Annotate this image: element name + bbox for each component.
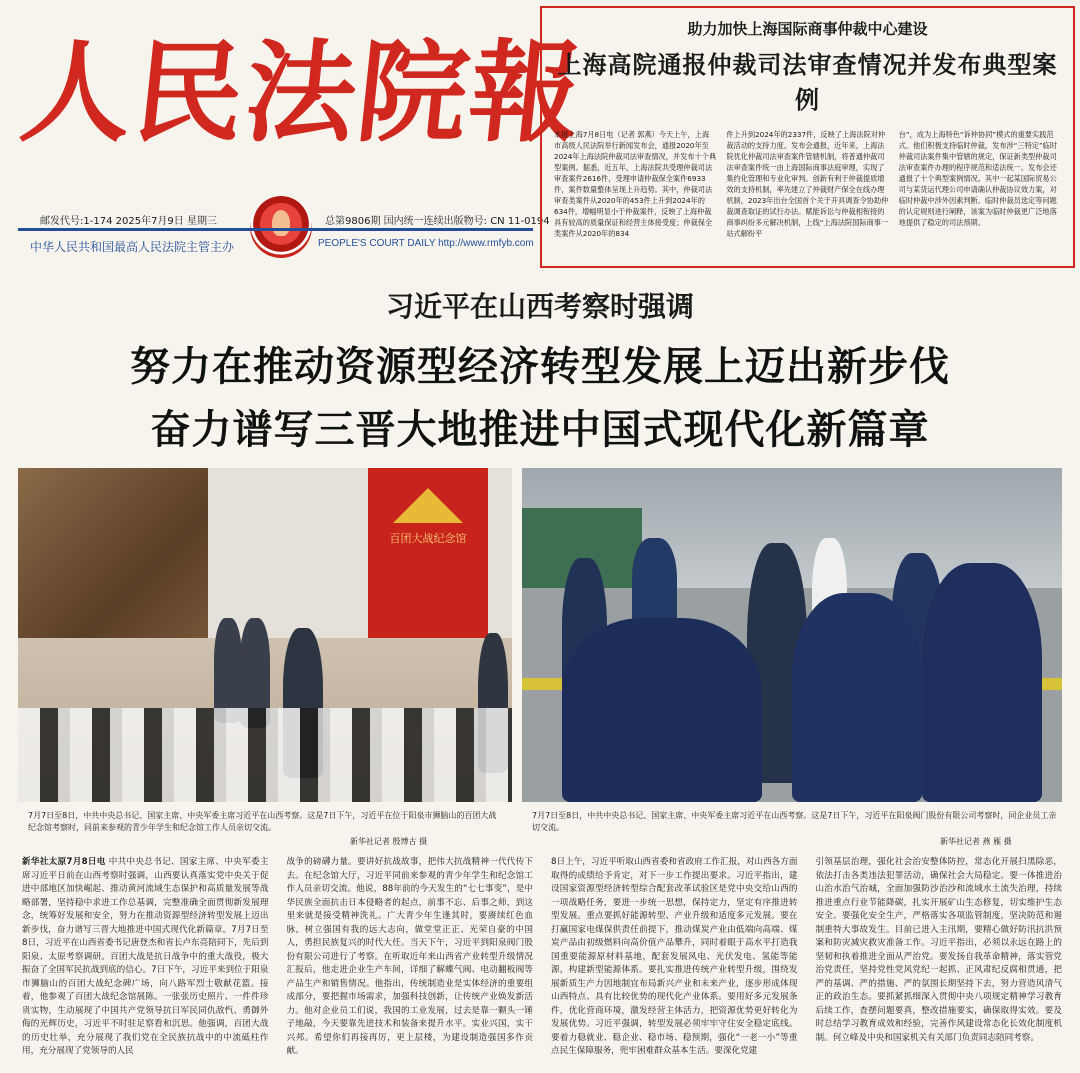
article-column	[22, 856, 269, 1068]
featured-column: 本报上海7月8日电（记者 郭燕）今天上午，上海市高级人民法院举行新闻发布会，通报2020年至2024年上海法院仲裁司法审查情况，并发布十个典型案例。据悉，近五年，上海法院共受理仲裁司法审查案件2616件，受理申请仲裁保全案件6933件，案件数量整体呈现上升趋势。其中，仲裁司法审查类案件从2020年的453件上升到2024年的634件，增幅明显小于仲裁案件，反映了上海仲裁具有较高的质量保证和经营主体接受度；仲裁保全类案件从2020年的834	[554, 130, 717, 238]
lead-headline-1[interactable]: 努力在推动资源型经济转型发展上迈出新步伐	[130, 344, 950, 390]
photo-memorial-hall[interactable]	[18, 468, 512, 802]
photo-valve-factory[interactable]	[522, 468, 1062, 802]
masthead-divider	[18, 228, 533, 231]
issue-weekday: 星期三	[187, 216, 217, 227]
masthead-english	[318, 238, 534, 249]
website-link[interactable]: http://www.rmfyb.com	[438, 238, 534, 249]
newspaper-logo[interactable]: 人民法院報	[15, 28, 589, 157]
featured-column: 件上升到2024年的2337件，反映了上海法院对仲裁活动的支持力度。发布会通报，近年来，上海法院优化仲裁司法审查案件管辖机制，将普通仲裁司法审查案件统一由上海国际商事法庭审理，实现了集约化管理和专业化审判。创新有利于仲裁提质增效的支持机制，率先建立了仲裁财产保全在线办理机制，2023年出台全国首个关于开具调查令协助仲裁调查取证的试行办法。赋能诉讼与仲裁相衔接的商事纠纷多元解决机制，上线“上海法院国际商事一站式解纷平	[726, 130, 889, 238]
article-dateline: 新华社太原7月8日电	[22, 857, 106, 867]
photo-credit-2: 新华社记者 燕 雁 摄	[940, 837, 1012, 846]
article-text: 中共中央总书记、国家主席、中央军委主席习近平日前在山西考察时强调，山西要认真落实党中央关于促进中部地区加快崛起、推动黄河流域生态保护和高质量发展等战略部署，坚持稳中求进工作总基调，完整准确全面贯彻新发展理念，统筹好发展和安全，努力在推动资源型经济转型发展上迈出新步伐，奋力谱写三晋大地推进中国式现代化新篇章。7月7日至8日，习近平在山西省委书记唐登杰和省长卢东亮陪同下，先后到阳泉、太原考察调研。百团大战是抗日战争中的重大战役，极大振奋了全国军民抗战到底的信心。7日下午，习近平来到位于阳泉市狮脑山的百团大战纪念碑广场，向八路军烈士敬献花篮。接着，他参观了百团大战纪念馆展陈。一张张历史照片、一件件珍贵实物，生动展现了中国共产党领导抗日军民同仇敌忾、勇御外侮的光辉历史，习近平不时驻足察看和沉思。他强调，百团大战的历史壮举，充分展现了我们党在全民族抗战中的中流砥柱作用，充分展现了党领导的人民	[22, 857, 269, 1056]
article-column: 战争的磅礴力量。要讲好抗战故事，把伟大抗战精神一代代传下去。在纪念馆大厅，习近平同前来参观的青少年学生和纪念馆工作人员亲切交流。他说，88年前的今天发生的“七七事变”，是中华民族全面抗击日本侵略者的起点，前事不忘、后事之师，到这里来就是接受精神洗礼。广大青少年生逢其时，要赓续红色血脉，树立强国有我的远大志向，做堂堂正正、光荣自豪的中国人，勇担民族复兴的时代大任。当天下午，习近平到阳泉阀门股份有限公司进行了考察。在听取近年来山西省产业转型升级情况汇报后，他走进企业生产车间，详细了解蝶气阀、电动翻板阀等产品生产和销售情况。他指出，传统制造业是实体经济的重要组成部分，要把握市场需求，加强科技创新，让传统产业焕发新活力。他对企业员工们说，我国的工业发展，过去是靠一颗头一锤子地敲，今天要靠先进技术和装备来提升水平。实业兴国，实干兴邦。希望你们再接再厉，更上层楼，为建设制造强国多作贡献。	[286, 857, 533, 1056]
cn-number: 国内统一连续出版物号: CN 11-0194	[383, 216, 550, 227]
issue-info	[325, 212, 550, 227]
students-crowd	[18, 708, 512, 802]
photo-credit-1: 新华社记者 殷博古 摄	[350, 837, 428, 846]
issue-date: 2025年7月9日	[115, 216, 184, 227]
publication-info	[40, 212, 217, 227]
featured-column: 台”，成为上海特色“诉仲协同”模式的重要实践范式。他们积极支持临时仲裁，发布涉“三特定”临时仲裁司法案件集中管辖的规定，保证新类型仲裁司法审查案件办理的程序规范和适法统一。发布会还通报了十个典型案例情况。其中一起某国际贸易公司与某货运代理公司申请确认仲裁协议效力案，对临时仲裁中涉外因素判断、临时仲裁员选定等问题的认定规则进行阐释，该案为临时仲裁更广泛地落地提供了稳定的司法预期。	[898, 130, 1058, 227]
lead-topic: 习近平在山西考察时强调	[385, 290, 694, 323]
worker-back-figure	[792, 593, 922, 802]
worker-back-figure	[562, 618, 762, 802]
photo-caption-1: 7月7日至8日，中共中央总书记、国家主席、中央军委主席习近平在山西考察。这是7日下午，习近平在位于阳泉市狮脑山的百团大战纪念馆考察时，同前来参观的青少年学生和纪念馆工作人员亲切交流。	[28, 811, 497, 832]
featured-news-box[interactable]	[540, 6, 1075, 268]
article-body	[22, 856, 1062, 1068]
article-column: 引领基层治理，强化社会治安整体防控，常态化开展扫黑除恶，依法打击各类违法犯罪活动，确保社会大局稳定。要一体推进治山治水治气治城，全面加强防沙治沙和流域水土流失治理，持续推进重点行业节能降碳，扎实开展矿山生态修复，切实维护生态安全。要强化安全生产，严格落实各项监管制度，坚决防范和遏制重特大事故发生。目前已进入主汛期，要精心做好防汛抗洪预案和防灾减灾救灾准备工作。习近平指出，必须以永远在路上的坚韧和执着推进全面从严治党。要发扬自我革命精神，落实管党治党责任，坚持党性党风党纪一起抓、正风肃纪反腐相贯通，把严的基调、严的措施、严的氛围长期坚持下去，努力营造风清气正的政治生态。要抓紧抓细深入贯彻中央八项规定精神学习教育后续工作，查摆问题要真，整改措施要实，确保取得实效。要及时总结学习教育成效和经验，完善作风建设常态化长效化制度机制。何立峰及中央和国家机关有关部门负责同志陪同考察。	[815, 857, 1062, 1043]
masthead	[0, 0, 1080, 270]
featured-kicker: 助力加快上海国际商事仲裁中心建设	[687, 20, 928, 38]
masthead-subtitle: 中华人民共和国最高人民法院主管主办	[30, 240, 235, 254]
photo-caption-2: 7月7日至8日，中共中央总书记、国家主席、中央军委主席习近平在山西考察。这是7日下午，习近平在阳泉阀门股份有限公司考察时，同企业员工亲切交流。	[532, 811, 1057, 832]
monument-emblem-icon	[393, 488, 463, 523]
article-column: 8日上午，习近平听取山西省委和省政府工作汇报，对山西各方面取得的成绩给予肯定，对下一步工作提出要求。习近平指出，建设国家资源型经济转型综合配套改革试验区是党中央交给山西的一项战略任务，要进一步统一思想，保持定力，坚定有序推进转型发展。重点要抓好能源转型、产业升级和适度多元发展。要在打赢国家电煤保供责任前提下，推动煤炭产业由低端向高端、煤炭产品由初级燃料向高价值产品攀升，同时着眼于高水平打造我国重要能源原材料基地，配套发展风电、光伏发电、氢能等能源，构建新型能源体系。要扎实推进传统产业转型升级，围绕发展新质生产力因地制宜布局新兴产业和未来产业，逐步形成体现山西特点、具有比较优势的现代化产业体系。要用好多元发展条件，优化营商环境，激发经营主体活力，把资源优势更好转化为发展优势。习近平强调，转型发展必须牢牢守住安全稳定底线。要着力稳就业、稳企业、稳市场、稳预期，强化“一老一小”等重点民生保障服务，兜牢困难群众基本生活。要深化党建	[551, 857, 798, 1056]
issue-number: 总第9806期	[325, 216, 381, 227]
red-wall-sign	[368, 468, 488, 638]
lead-headline-2[interactable]: 奋力谱写三晋大地推进中国式现代化新篇章	[150, 407, 930, 453]
worker-back-figure	[922, 563, 1042, 802]
postal-code: 邮发代号:1-174	[40, 216, 113, 227]
english-name: PEOPLE'S COURT DAILY	[318, 238, 436, 249]
sign-text: 百团大战纪念馆	[389, 532, 467, 545]
featured-body	[554, 129, 1061, 289]
anniversary-emblem-icon	[250, 196, 312, 258]
featured-headline[interactable]: 上海高院通报仲裁司法审查情况并发布典型案例	[557, 50, 1058, 114]
